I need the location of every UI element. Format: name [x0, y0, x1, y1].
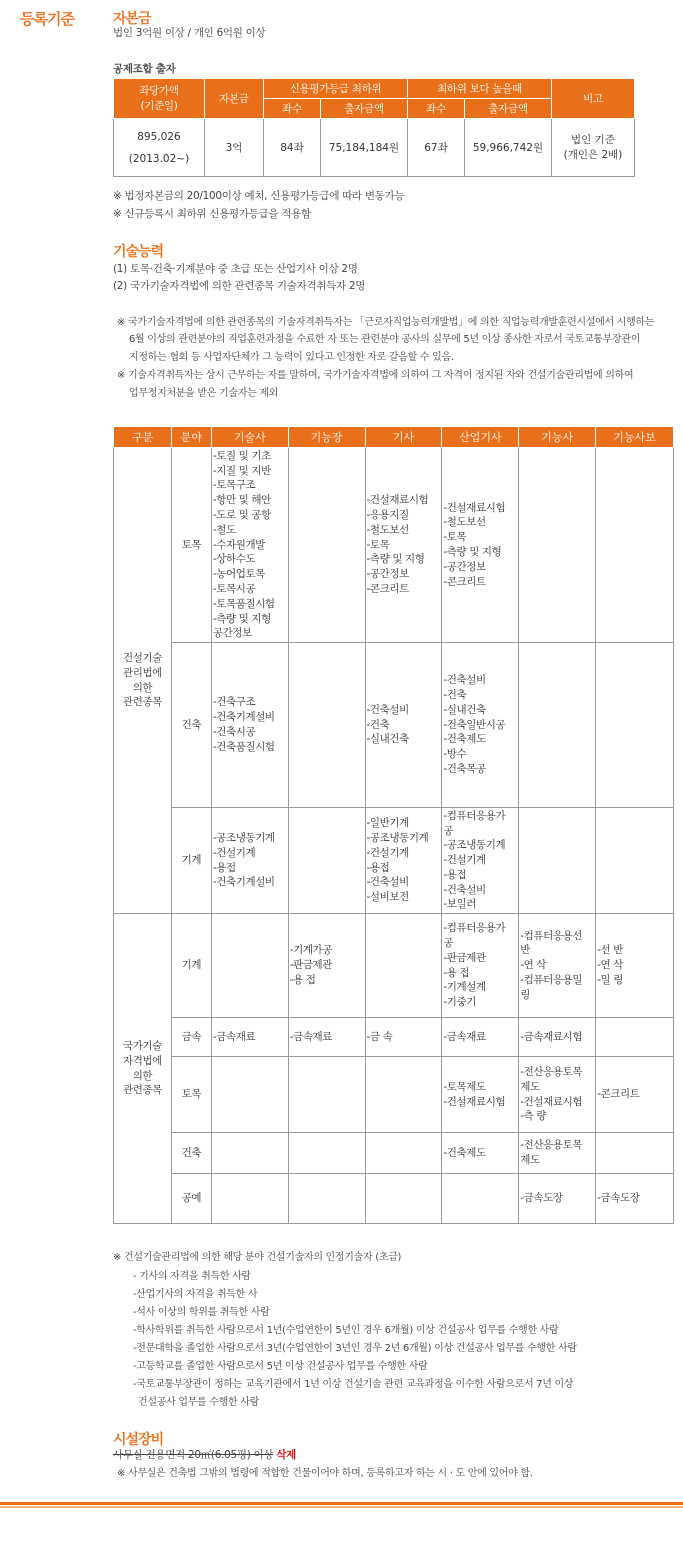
cell-sanup — [442, 1174, 519, 1224]
field-cell: 공예 — [171, 1174, 211, 1224]
cert-note-item: -산업기사의 자격을 취득한 사 — [133, 1289, 258, 1300]
cert-note-item: -고등학교를 졸업한 사람으로서 5년 이상 건설공사 업무를 수행한 사람 — [133, 1361, 428, 1372]
cell-ginungsabo: -선 반 -연 삭 -밀 링 — [596, 914, 674, 1018]
union-note-2: ※ 신규등록시 최하위 신용평가등급을 적용함 — [113, 208, 311, 220]
cert-note-item: - 기사의 자격을 취득한 사람 — [133, 1271, 251, 1282]
header-lowest: 신용평가등급 최하위 — [264, 79, 408, 99]
cell-ginungsabo — [596, 1133, 674, 1174]
cell-ginungsa — [519, 448, 596, 643]
cell-ginungsa: -컴퓨터응용선 반 -연 삭 -컴퓨터응용밀 링 — [519, 914, 596, 1018]
footer-divider — [0, 1502, 683, 1505]
cell-ginungsabo — [596, 808, 674, 914]
cell-ginungjang: -기계가공 -판금제관 -용 접 — [288, 914, 365, 1018]
cell-capital: 3억 — [205, 119, 264, 177]
cell-sanup: -컴퓨터응용가 공 -판금제관 -용 접 -기계설계 -기중기 — [442, 914, 519, 1018]
cell-gisa: -건설재료시험 -응용지질 -철도보선 -토목 -측량 및 지형 -공간정보 -콘크리트 — [365, 448, 442, 643]
cell-ginungsa — [519, 808, 596, 914]
cell-gisa: -일반기계 -공조냉동기계 -건설기계 -용접 -건축설비 -설비보전 — [365, 808, 442, 914]
cell-gisulsa — [211, 1057, 288, 1133]
cell-sanup: -컴퓨터응용가 공 -공조냉동기계 -건설기계 -용접 -건축설비 -보일러 — [442, 808, 519, 914]
group-cell-construction: 건설기술 관리법에 의한 관련종목 — [114, 448, 172, 914]
facility-note: ※ 사무실은 건축법 그밖의 법령에 적합한 건물이어야 하며, 등록하고자 하는 시 · 도 안에 있어야 함. — [117, 1468, 533, 1479]
header-low-seats: 좌수 — [264, 99, 321, 119]
field-cell: 금속 — [171, 1018, 211, 1057]
cell-gisulsa — [211, 1133, 288, 1174]
cell-price: 895,026 (2013.02~) — [114, 119, 205, 177]
tech-note-3: 지정하는 협회 등 사업자단체가 그 능력이 있다고 인정한 자로 갈음할 수 있음. — [129, 352, 454, 363]
license-table — [113, 426, 674, 1224]
cell-low-seats: 84좌 — [264, 119, 321, 177]
header-note: 비고 — [552, 79, 635, 119]
header-ginungjang: 기능장 — [288, 427, 365, 448]
union-note-1: ※ 법정자본금의 20/100이상 예치, 신용평가등급에 따라 변동가능 — [113, 190, 405, 202]
header-higher: 최하위 보다 높을때 — [408, 79, 552, 99]
field-cell: 건축 — [171, 643, 211, 808]
cell-gisulsa: -토질 및 기초 -지질 및 지반 -토목구조 -항만 및 해안 -도로 및 공항 -철도 -수자원개발 -상하수도 -농어업토목 -토목시공 -토목품질시험 -측량 및 지형 공간정보 — [211, 448, 288, 643]
facility-deleted-label: 삭제 — [276, 1449, 297, 1461]
cert-note-item: -학사학위를 취득한 사람으로서 1년(수업연한이 5년인 경우 6개월) 이상 건설공사 업무를 수행한 사람 — [133, 1325, 559, 1336]
cert-note-item: 건설공사 업무를 수행한 사람 — [138, 1397, 259, 1408]
header-gisulsa: 기술사 — [211, 427, 288, 448]
facility-desc — [113, 1447, 296, 1464]
cell-ginungjang — [288, 1133, 365, 1174]
cell-gisa — [365, 1133, 442, 1174]
tech-note-5: 업무정지처분을 받은 기술자는 제외 — [129, 388, 279, 399]
cell-gisulsa — [211, 914, 288, 1018]
tech-note-1: ※ 국가기술자격법에 의한 관련종목의 기술자격취득자는 「근로자직업능력개발법」에 의한 직업능력개발훈련시설에서 시행하는 — [117, 317, 655, 328]
cell-ginungjang — [288, 643, 365, 808]
cell-sanup: -건축제도 — [442, 1133, 519, 1174]
cell-gisulsa: -공조냉동기계 -건설기계 -용접 -건축기계설비 — [211, 808, 288, 914]
cell-gisa — [365, 914, 442, 1018]
cell-gisa — [365, 1174, 442, 1224]
tech-item-1: (1) 토목·건축·기계분야 중 초급 또는 산업기사 이상 2명 — [113, 263, 358, 275]
cell-gisulsa — [211, 1174, 288, 1224]
cell-sanup: -건설재료시험 -철도보선 -토목 -측량 및 지형 -공간정보 -콘크리트 — [442, 448, 519, 643]
header-ginungsa: 기능사 — [519, 427, 596, 448]
header-category: 구분 — [114, 427, 172, 448]
capital-title: 자본금 — [113, 11, 151, 27]
tech-note-4: ※ 기술자격취득자는 상시 근무하는 자를 말하며, 국가기술자격법에 의하여 그 자격이 정지된 자와 건설기술관리법에 의하여 — [117, 370, 634, 381]
cell-ginungjang — [288, 808, 365, 914]
facility-struck-text: 사무실 전용면적 20㎡(6.05평) 이상 — [113, 1449, 274, 1461]
cell-ginungsabo — [596, 643, 674, 808]
cell-ginungjang — [288, 1057, 365, 1133]
union-title: 공제조합 출자 — [113, 63, 176, 75]
header-high-seats: 좌수 — [408, 99, 465, 119]
header-ginungsabo: 기능사보 — [596, 427, 674, 448]
cell-ginungsa: -금속재료시험 — [519, 1018, 596, 1057]
cell-sanup: -건축설비 -건축 -실내건축 -건축일반시공 -건축제도 -방수 -건축목공 — [442, 643, 519, 808]
header-field: 분야 — [171, 427, 211, 448]
cell-sanup: -금속재료 — [442, 1018, 519, 1057]
cell-gisa: -금 속 — [365, 1018, 442, 1057]
cell-high-seats: 67좌 — [408, 119, 465, 177]
field-cell: 토목 — [171, 448, 211, 643]
cell-ginungsabo: -콘크리트 — [596, 1057, 674, 1133]
capital-desc: 법인 3억원 이상 / 개인 6억원 이상 — [113, 27, 266, 39]
cell-ginungjang — [288, 448, 365, 643]
cell-gisulsa: -금속재료 — [211, 1018, 288, 1057]
cell-gisulsa: -건축구조 -건축기계설비 -건축시공 -건축품질시험 — [211, 643, 288, 808]
tech-title: 기술능력 — [113, 244, 164, 260]
header-capital: 자본금 — [205, 79, 264, 119]
field-cell: 기계 — [171, 808, 211, 914]
header-high-amount: 출자금액 — [465, 99, 552, 119]
cert-note-item: -국토교통부장관이 정하는 교육기관에서 1년 이상 건설기술 관련 교육과정을 이수한 사람으로서 7년 이상 — [133, 1379, 574, 1390]
cell-ginungsa: -전산응용토목 제도 — [519, 1133, 596, 1174]
union-table — [113, 78, 635, 177]
cell-sanup: -토목제도 -건설재료시험 — [442, 1057, 519, 1133]
footer-divider-shadow — [0, 1506, 683, 1508]
cell-ginungsa: -전산응용토목 제도 -건설재료시험 -측 량 — [519, 1057, 596, 1133]
field-cell: 토목 — [171, 1057, 211, 1133]
cell-ginungjang: -금속재료 — [288, 1018, 365, 1057]
cell-ginungsabo: -금속도장 — [596, 1174, 674, 1224]
tech-note-2: 6월 이상의 관련분야의 직업훈련과정을 수료한 자 또는 관련분야 공사의 실무에 5년 이상 종사한 자로서 국토교통부장관이 — [129, 334, 641, 345]
cell-note: 법인 기준 (개인은 2배) — [552, 119, 635, 177]
cell-ginungsabo — [596, 448, 674, 643]
field-cell: 기계 — [171, 914, 211, 1018]
cell-gisa: -건축설비 -건축 -실내건축 — [365, 643, 442, 808]
cell-ginungsa: -금속도장 — [519, 1174, 596, 1224]
cell-high-amount: 59,966,742원 — [465, 119, 552, 177]
cell-gisa — [365, 1057, 442, 1133]
cell-low-amount: 75,184,184원 — [321, 119, 408, 177]
cell-ginungsa — [519, 643, 596, 808]
header-low-amount: 출자금액 — [321, 99, 408, 119]
group-cell-national: 국가기술 자격법에 의한 관련종목 — [114, 914, 172, 1224]
tech-item-2: (2) 국가기술자격법에 의한 관련종목 기술자격취득자 2명 — [113, 280, 366, 292]
cell-ginungjang — [288, 1174, 365, 1224]
header-seat-price: 좌당가액 (기준일) — [114, 79, 205, 119]
side-title: 등록기준 — [20, 10, 74, 28]
cert-note-item: -석사 이상의 학위를 취득한 사람 — [133, 1307, 270, 1318]
header-sanup: 산업기사 — [442, 427, 519, 448]
cert-note-item: -전문대학을 졸업한 사람으로서 3년(수업연한이 3년인 경우 2년 6개월) 이상 건설공사 업무를 수행한 사람 — [133, 1343, 577, 1354]
cell-ginungsabo — [596, 1018, 674, 1057]
header-gisa: 기사 — [365, 427, 442, 448]
cert-notes-title: ※ 건설기술관리법에 의한 해당 분야 건설기술자의 인정기술자 (초급) — [113, 1252, 402, 1263]
field-cell: 건축 — [171, 1133, 211, 1174]
facility-title: 시설장비 — [113, 1432, 164, 1448]
